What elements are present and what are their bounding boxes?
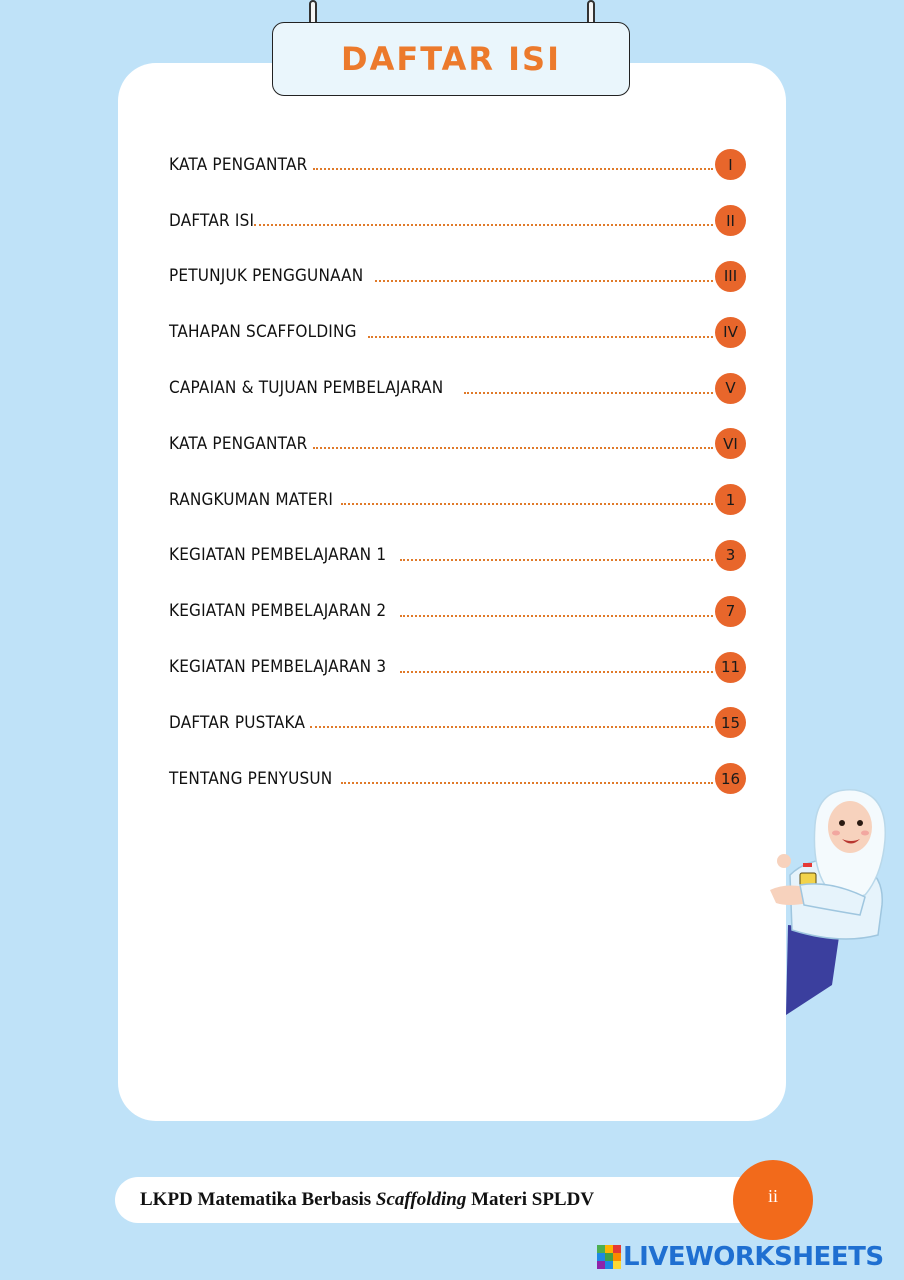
dot-leader xyxy=(400,559,713,561)
toc-row[interactable] xyxy=(169,193,747,249)
toc-row[interactable] xyxy=(169,304,747,360)
toc-row[interactable] xyxy=(169,639,747,695)
toc-page-number: III xyxy=(715,261,746,292)
student-mascot-illustration xyxy=(770,785,904,1025)
toc-label: CAPAIAN & TUJUAN PEMBELAJARAN xyxy=(169,378,444,399)
toc-label: KEGIATAN PEMBELAJARAN 1 xyxy=(169,545,387,566)
page-title: DAFTAR ISI xyxy=(341,40,561,78)
toc-row[interactable] xyxy=(169,751,747,807)
title-tab xyxy=(272,22,630,96)
toc-page-number: II xyxy=(715,205,746,236)
toc-label: DAFTAR ISI xyxy=(169,210,255,231)
liveworksheets-wordmark: LIVEWORKSHEETS xyxy=(623,1242,884,1272)
footer-text-start: LKPD Matematika Berbasis xyxy=(140,1189,376,1210)
toc-page-number: V xyxy=(715,373,746,404)
toc-label: TAHAPAN SCAFFOLDING xyxy=(169,322,357,343)
page-number-badge xyxy=(733,1160,813,1240)
toc-label: PETUNJUK PENGGUNAAN xyxy=(169,266,364,287)
toc-page-number: 15 xyxy=(715,707,746,738)
liveworksheets-logo-icon xyxy=(597,1245,621,1269)
toc-page-number: 7 xyxy=(715,596,746,627)
toc-label: KATA PENGANTAR xyxy=(169,154,308,175)
toc-label: TENTANG PENYUSUN xyxy=(169,768,333,789)
toc-page-number: 3 xyxy=(715,540,746,571)
toc-row[interactable] xyxy=(169,249,747,305)
toc-row[interactable] xyxy=(169,360,747,416)
dot-leader xyxy=(313,168,713,170)
dot-leader xyxy=(310,726,713,728)
dot-leader xyxy=(375,280,713,282)
toc-page-number: VI xyxy=(715,428,746,459)
dot-leader xyxy=(464,392,713,394)
dot-leader xyxy=(254,224,713,226)
footer-text-end: Materi SPLDV xyxy=(466,1189,595,1210)
dot-leader xyxy=(400,671,713,673)
liveworksheets-watermark[interactable] xyxy=(597,1242,884,1272)
toc-label: KATA PENGANTAR xyxy=(169,433,308,454)
dot-leader xyxy=(400,615,713,617)
toc-row[interactable] xyxy=(169,472,747,528)
footer-title xyxy=(140,1189,594,1211)
dot-leader xyxy=(313,447,713,449)
dot-leader xyxy=(368,336,713,338)
table-of-contents xyxy=(169,137,747,807)
toc-row[interactable] xyxy=(169,416,747,472)
toc-row[interactable] xyxy=(169,528,747,584)
toc-page-number: 11 xyxy=(715,652,746,683)
page-number: ii xyxy=(767,1186,778,1206)
toc-row[interactable] xyxy=(169,137,747,193)
dot-leader xyxy=(341,782,713,784)
toc-label: KEGIATAN PEMBELAJARAN 3 xyxy=(169,657,387,678)
footer-text-italic: Scaffolding xyxy=(375,1189,467,1210)
toc-label: KEGIATAN PEMBELAJARAN 2 xyxy=(169,601,387,622)
toc-row[interactable] xyxy=(169,583,747,639)
toc-label: DAFTAR PUSTAKA xyxy=(169,712,306,733)
toc-page-number: IV xyxy=(715,317,746,348)
toc-page-number: 16 xyxy=(715,763,746,794)
toc-label: RANGKUMAN MATERI xyxy=(169,489,334,510)
toc-page-number: I xyxy=(715,149,746,180)
dot-leader xyxy=(341,503,713,505)
toc-page-number: 1 xyxy=(715,484,746,515)
toc-row[interactable] xyxy=(169,695,747,751)
